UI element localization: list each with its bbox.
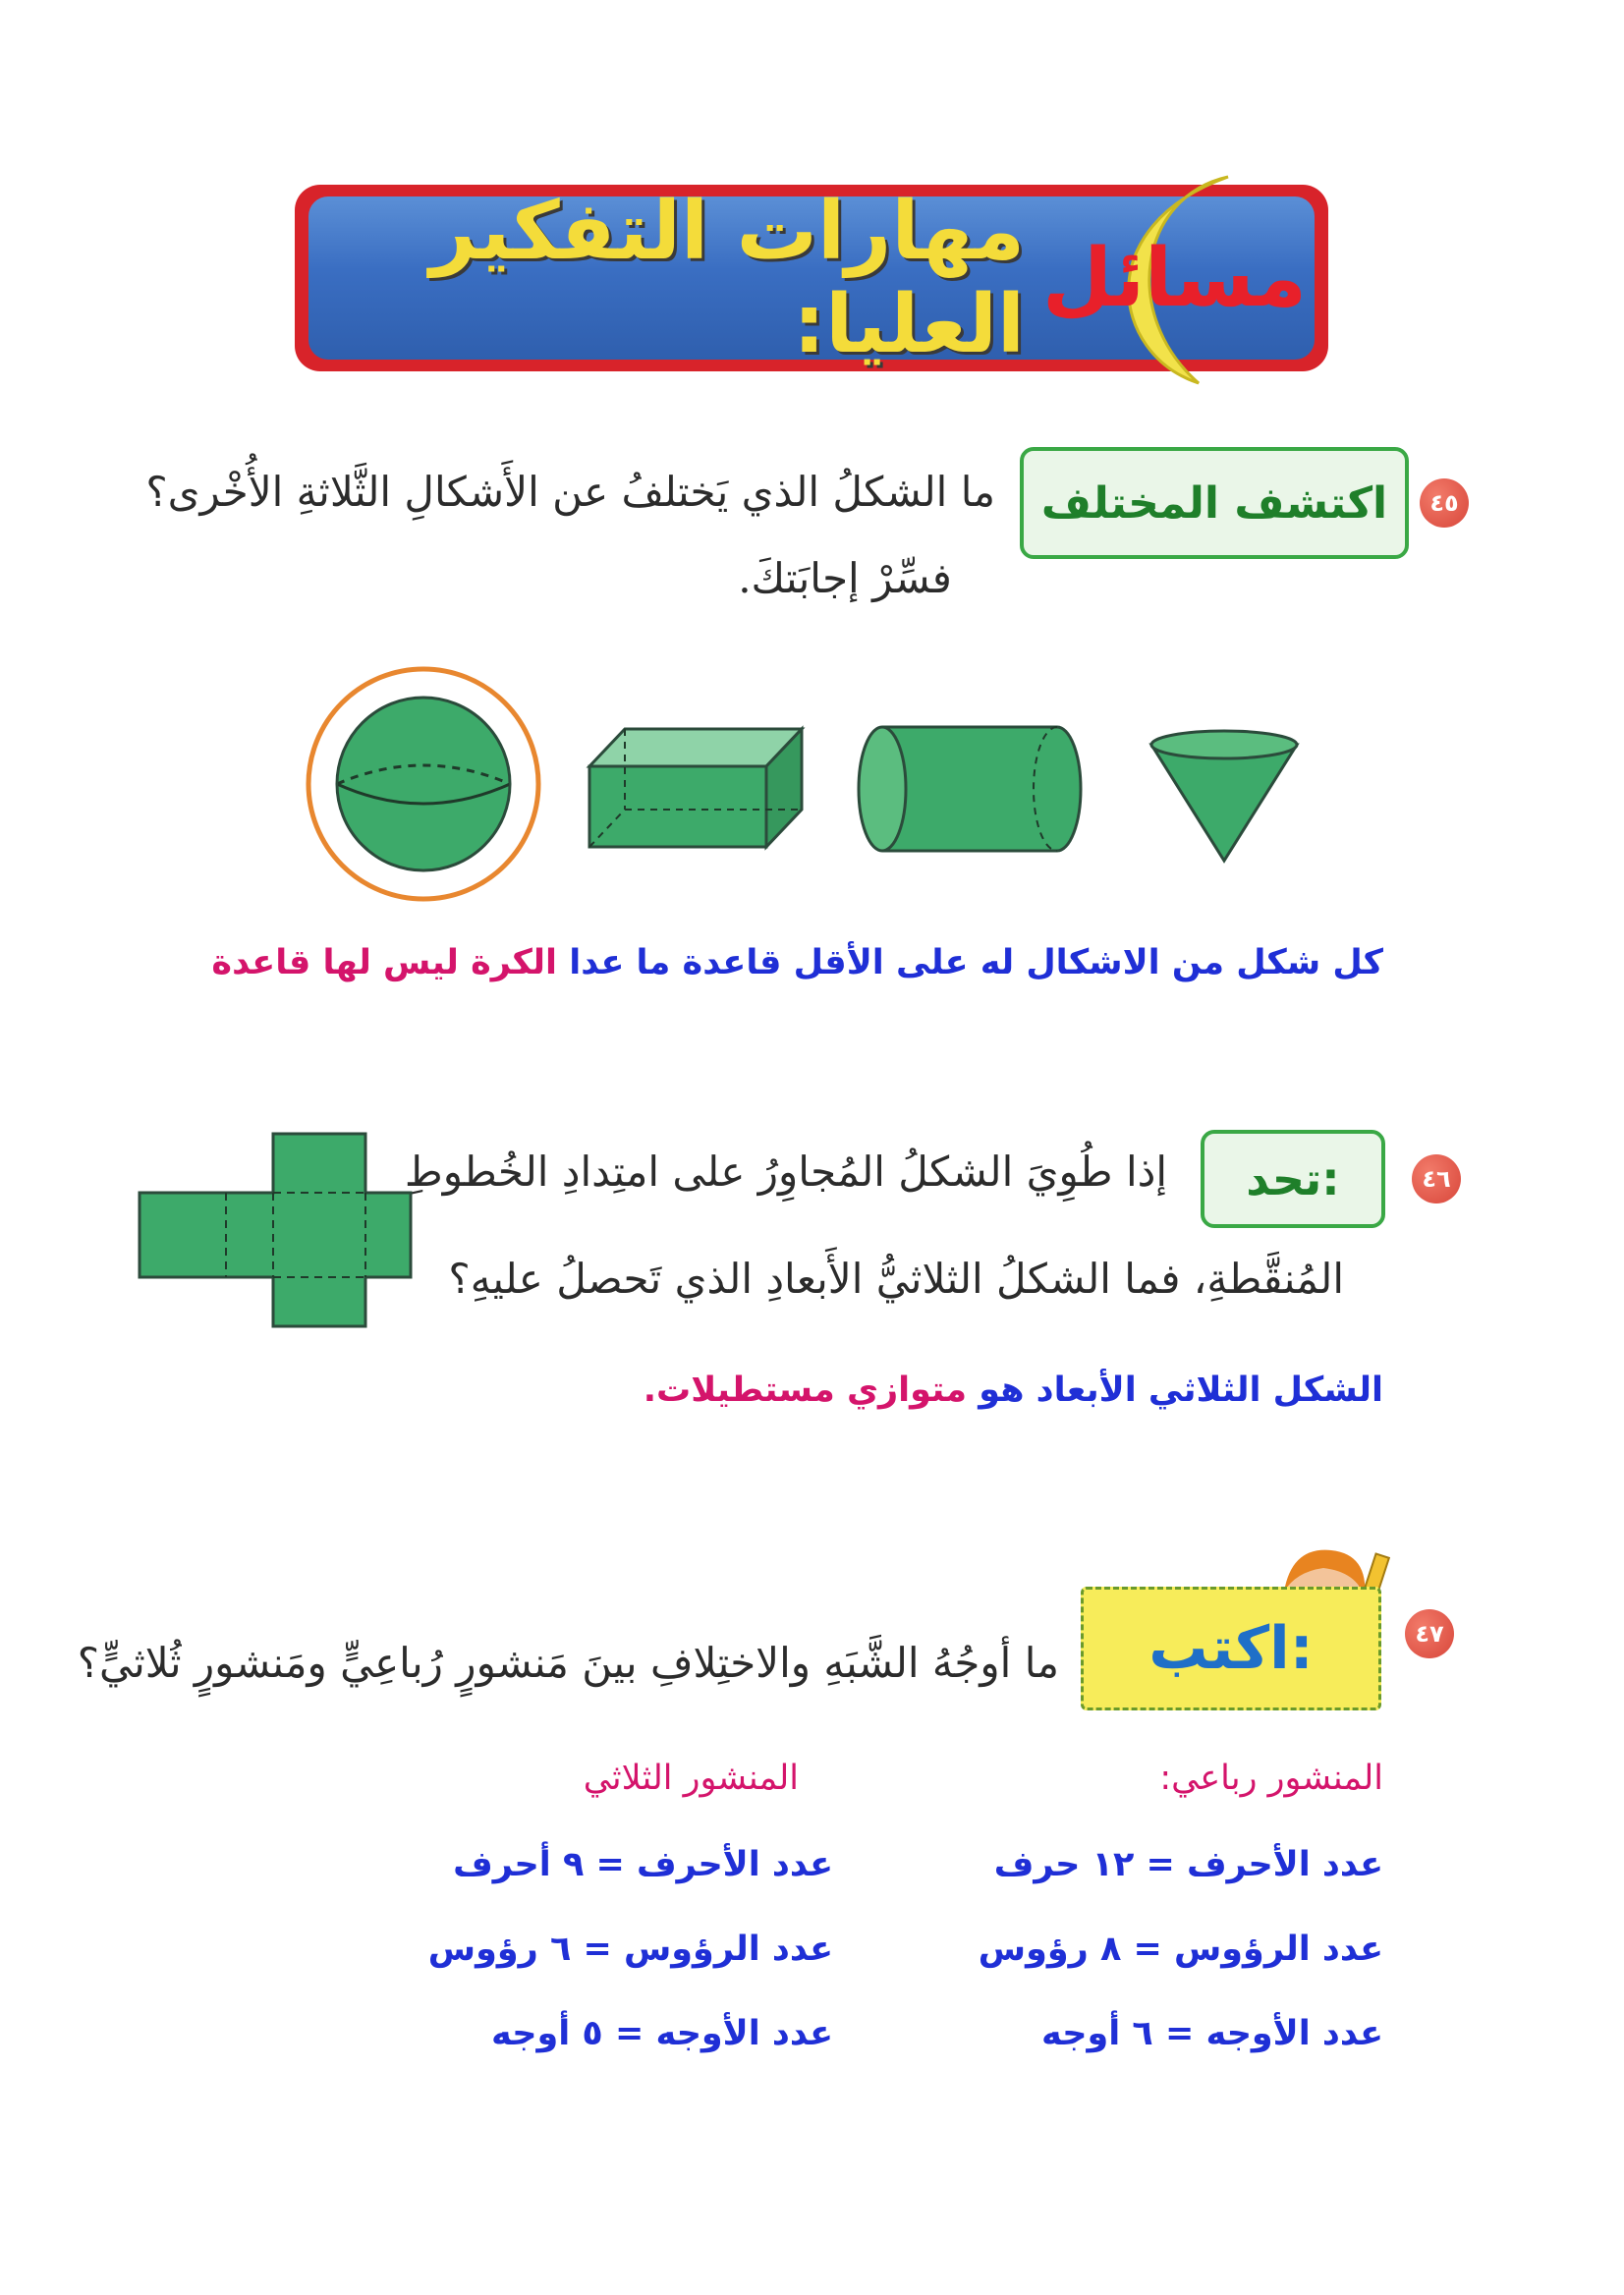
- tag-challenge: تحد:: [1201, 1130, 1385, 1228]
- question-number-45: ٤٥: [1420, 478, 1469, 528]
- square-prism-faces: عدد الأوجه = ٦ أوجه: [1041, 2014, 1383, 2053]
- cube-net-figure: [138, 1132, 452, 1328]
- question-number-46: ٤٦: [1412, 1154, 1461, 1203]
- tag-write: اكتب:: [1081, 1587, 1381, 1710]
- question-47-line1: ما أوجُهُ الشَّبَهِ والاختِلافِ بينَ مَنشورٍ رُباعِيٍّ ومَنشورٍ ثُلاثيٍّ؟: [77, 1639, 1059, 1687]
- shapes-row: [295, 658, 1316, 914]
- page-title: [324, 185, 1307, 371]
- question-46-line1: إذا طُوِيَ الشكلُ المُجاوِرُ على امتِدادِ الخُطوطِ: [404, 1148, 1167, 1196]
- square-prism-vertices: عدد الرؤوس = ٨ رؤوس: [978, 1930, 1383, 1969]
- question-45-line2: فسِّرْ إجابَتكَ.: [738, 554, 952, 602]
- answer-46-part2: متوازي مستطيلات.: [643, 1371, 968, 1410]
- question-number-47: ٤٧: [1405, 1609, 1454, 1658]
- cylinder-shape: [859, 727, 1081, 851]
- triangular-prism-vertices: عدد الرؤوس = ٦ رؤوس: [427, 1930, 833, 1969]
- tag-find-different: اكتشف المختلف: [1020, 447, 1409, 559]
- question-46-line2: المُنقَّطةِ، فما الشكلُ الثلاثيُّ الأَبعادِ الذي تَحصلُ عليهِ؟: [448, 1255, 1344, 1303]
- answer-45-part1: كل شكل من الاشكال له على الأقل قاعدة ما عدا: [569, 943, 1383, 982]
- square-prism-edges: عدد الأحرف = ١٢ حرف: [993, 1845, 1383, 1884]
- sphere-shape: [308, 669, 538, 899]
- question-45-line1: ما الشكلُ الذي يَختلفُ عن الأَشكالِ الثَّلاثةِ الأُخْرى؟: [145, 468, 995, 516]
- triangular-prism-edges: عدد الأحرف = ٩ أحرف: [453, 1845, 833, 1884]
- triangular-prism-header: المنشور الثلاثي: [583, 1759, 799, 1798]
- triangular-prism-faces: عدد الأوجه = ٥ أوجه: [491, 2014, 833, 2053]
- cone-shape: [1151, 731, 1297, 861]
- square-prism-header: المنشور رباعي:: [1159, 1759, 1383, 1798]
- answer-46: [597, 1371, 1383, 1410]
- rectangular-prism-shape: [589, 729, 802, 847]
- answer-45-part2: الكرة ليس لها قاعدة: [211, 943, 558, 982]
- answer-46-part1: الشكل الثلاثي الأبعاد هو: [979, 1371, 1383, 1410]
- title-word-problems: مسائل: [1042, 231, 1307, 325]
- answer-45: [211, 943, 1383, 982]
- title-higher-thinking: مهارات التفكير العليا:: [429, 185, 1026, 371]
